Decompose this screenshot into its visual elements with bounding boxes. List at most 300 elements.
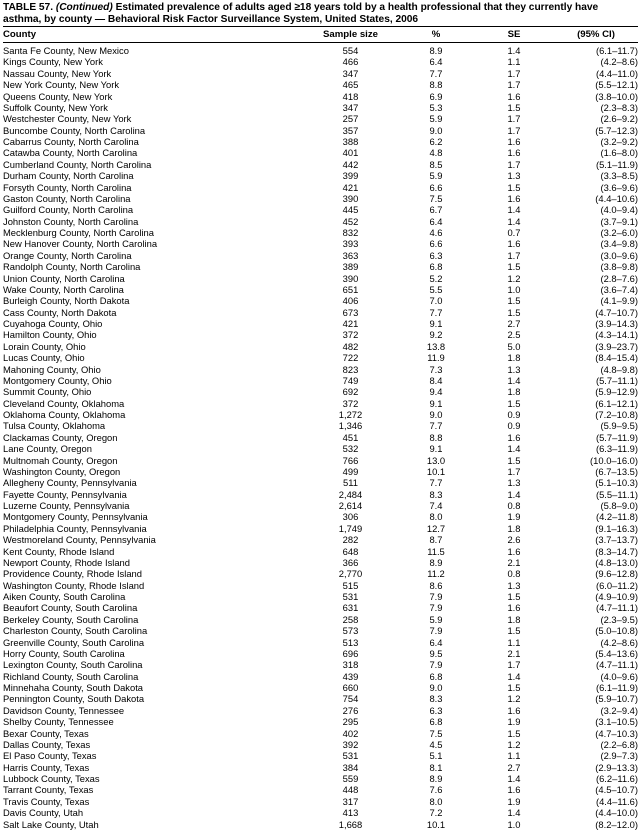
cell-county: Newport County, Rhode Island <box>3 556 130 568</box>
cell-percent: 6.3 <box>429 704 443 716</box>
cell-percent: 8.9 <box>429 556 443 568</box>
cell-percent: 9.1 <box>429 318 443 330</box>
table-row <box>3 693 638 704</box>
cell-confidence-interval: (2.3–8.3) <box>600 101 638 113</box>
table-row <box>3 762 638 773</box>
cell-county: Multnomah County, Oregon <box>3 454 118 466</box>
cell-sample-size: 499 <box>342 465 359 477</box>
cell-se: 1.7 <box>507 249 521 261</box>
cell-confidence-interval: (2.9–13.3) <box>595 761 638 773</box>
cell-percent: 8.0 <box>429 795 443 807</box>
cell-confidence-interval: (5.5–12.1) <box>595 79 638 91</box>
table-row <box>3 432 638 443</box>
cell-county: Salt Lake County, Utah <box>3 818 99 830</box>
table-row <box>3 489 638 500</box>
cell-confidence-interval: (9.6–12.8) <box>595 568 638 580</box>
cell-percent: 9.5 <box>429 647 443 659</box>
cell-percent: 7.9 <box>429 625 443 637</box>
cell-county: Mahoning County, Ohio <box>3 363 101 375</box>
table-row <box>3 364 638 375</box>
cell-sample-size: 366 <box>342 556 359 568</box>
cell-county: Cabarrus County, North Carolina <box>3 136 139 148</box>
cell-confidence-interval: (3.7–13.7) <box>595 534 638 546</box>
table-row <box>3 557 638 568</box>
cell-percent: 7.9 <box>429 591 443 603</box>
table-row <box>3 91 638 102</box>
cell-se: 1.6 <box>507 431 521 443</box>
cell-sample-size: 399 <box>342 170 359 182</box>
cell-county: Minnehaha County, South Dakota <box>3 682 144 694</box>
cell-se: 1.1 <box>507 56 521 68</box>
cell-confidence-interval: (4.4–11.6) <box>595 795 638 807</box>
table-row <box>3 580 638 591</box>
cell-se: 1.4 <box>507 773 521 785</box>
cell-percent: 6.8 <box>429 716 443 728</box>
header-row <box>3 27 638 42</box>
cell-sample-size: 439 <box>342 670 359 682</box>
cell-county: Davidson County, Tennessee <box>3 704 125 716</box>
table-row <box>3 182 638 193</box>
cell-confidence-interval: (7.2–10.8) <box>595 409 638 421</box>
cell-county: El Paso County, Texas <box>3 750 97 762</box>
table-row <box>3 659 638 670</box>
table-row <box>3 477 638 488</box>
cell-se: 1.1 <box>507 636 521 648</box>
cell-se: 1.4 <box>507 807 521 819</box>
cell-se: 1.4 <box>507 374 521 386</box>
cell-county: Providence County, Rhode Island <box>3 568 142 580</box>
cell-confidence-interval: (5.7–11.1) <box>595 374 638 386</box>
cell-county: Summit County, Ohio <box>3 386 92 398</box>
cell-percent: 7.9 <box>429 659 443 671</box>
cell-se: 1.3 <box>507 579 521 591</box>
cell-county: Oklahoma County, Oklahoma <box>3 409 126 421</box>
cell-percent: 6.4 <box>429 636 443 648</box>
cell-sample-size: 390 <box>342 192 359 204</box>
cell-sample-size: 515 <box>342 579 359 591</box>
cell-sample-size: 832 <box>342 227 359 239</box>
cell-county: Kent County, Rhode Island <box>3 545 115 557</box>
cell-county: Davis County, Utah <box>3 807 84 819</box>
cell-percent: 8.8 <box>429 431 443 443</box>
cell-se: 1.7 <box>507 659 521 671</box>
cell-percent: 5.2 <box>429 272 443 284</box>
cell-percent: 5.1 <box>429 750 443 762</box>
cell-county: Lane County, Oregon <box>3 443 92 455</box>
cell-confidence-interval: (8.4–15.4) <box>595 352 638 364</box>
cell-confidence-interval: (8.2–12.0) <box>595 818 638 830</box>
table-row <box>3 79 638 90</box>
cell-se: 1.7 <box>507 124 521 136</box>
table-row <box>3 409 638 420</box>
cell-sample-size: 421 <box>342 181 359 193</box>
cell-confidence-interval: (4.4–11.0) <box>595 67 638 79</box>
cell-se: 1.4 <box>507 215 521 227</box>
table-row <box>3 341 638 352</box>
table-row <box>3 159 638 170</box>
cell-confidence-interval: (2.2–6.8) <box>600 738 638 750</box>
table-row <box>3 511 638 522</box>
cell-percent: 9.0 <box>429 409 443 421</box>
cell-county: Guilford County, North Carolina <box>3 204 134 216</box>
cell-sample-size: 363 <box>342 249 359 261</box>
cell-se: 1.7 <box>507 465 521 477</box>
cell-sample-size: 554 <box>342 45 359 57</box>
cell-se: 1.8 <box>507 352 521 364</box>
cell-se: 1.4 <box>507 204 521 216</box>
column-header-se: SE <box>474 27 554 42</box>
cell-percent: 7.5 <box>429 192 443 204</box>
table-row <box>3 443 638 454</box>
cell-sample-size: 531 <box>342 591 359 603</box>
cell-se: 1.8 <box>507 386 521 398</box>
cell-sample-size: 823 <box>342 363 359 375</box>
cell-sample-size: 445 <box>342 204 359 216</box>
cell-county: Buncombe County, North Carolina <box>3 124 146 136</box>
cell-percent: 6.6 <box>429 238 443 250</box>
cell-sample-size: 421 <box>342 318 359 330</box>
cell-confidence-interval: (6.1–12.1) <box>595 397 638 409</box>
page-title <box>3 2 638 25</box>
cell-confidence-interval: (4.8–9.8) <box>600 363 638 375</box>
cell-sample-size: 282 <box>342 534 359 546</box>
cell-percent: 7.9 <box>429 602 443 614</box>
cell-percent: 10.1 <box>426 818 446 830</box>
cell-county: Lexington County, South Carolina <box>3 659 143 671</box>
cell-county: Westchester County, New York <box>3 113 132 125</box>
cell-sample-size: 357 <box>342 124 359 136</box>
cell-percent: 11.5 <box>427 545 445 557</box>
column-header-percent: % <box>398 27 474 42</box>
cell-confidence-interval: (5.0–10.8) <box>595 625 638 637</box>
cell-percent: 7.7 <box>429 67 443 79</box>
cell-confidence-interval: (4.9–10.9) <box>595 591 638 603</box>
cell-percent: 9.2 <box>429 329 443 341</box>
cell-percent: 6.2 <box>429 136 443 148</box>
cell-sample-size: 648 <box>342 545 359 557</box>
cell-confidence-interval: (2.9–7.3) <box>600 750 638 762</box>
cell-se: 1.6 <box>507 192 521 204</box>
cell-county: Charleston County, South Carolina <box>3 625 148 637</box>
cell-se: 1.5 <box>507 101 521 113</box>
table-row <box>3 56 638 67</box>
cell-county: Luzerne County, Pennsylvania <box>3 500 130 512</box>
cell-percent: 8.9 <box>429 45 443 57</box>
cell-confidence-interval: (4.4–10.6) <box>595 192 638 204</box>
cell-percent: 7.4 <box>429 500 443 512</box>
cell-percent: 5.9 <box>429 113 443 125</box>
cell-sample-size: 295 <box>342 716 359 728</box>
table-row <box>3 716 638 727</box>
cell-se: 1.8 <box>507 613 521 625</box>
cell-percent: 9.1 <box>429 443 443 455</box>
cell-sample-size: 1,346 <box>338 420 363 432</box>
asthma-prevalence-table <box>3 27 638 830</box>
table-row <box>3 147 638 158</box>
table-row <box>3 68 638 79</box>
cell-county: Washington County, Oregon <box>3 465 121 477</box>
table-row <box>3 523 638 534</box>
cell-county: Queens County, New York <box>3 90 113 102</box>
cell-sample-size: 390 <box>342 272 359 284</box>
cell-sample-size: 749 <box>342 374 359 386</box>
cell-sample-size: 406 <box>342 295 359 307</box>
cell-percent: 6.7 <box>429 204 443 216</box>
cell-sample-size: 766 <box>342 454 359 466</box>
table-row <box>3 295 638 306</box>
cell-confidence-interval: (3.2–9.4) <box>600 704 638 716</box>
table-row <box>3 625 638 636</box>
cell-se: 2.7 <box>507 761 521 773</box>
cell-confidence-interval: (6.2–11.6) <box>595 773 638 785</box>
cell-sample-size: 276 <box>342 704 359 716</box>
cell-county: Catawba County, North Carolina <box>3 147 138 159</box>
cell-county: Johnston County, North Carolina <box>3 215 139 227</box>
column-header-county: County <box>3 27 303 42</box>
cell-county: Harris County, Texas <box>3 761 90 773</box>
table-row <box>3 125 638 136</box>
cell-se: 1.5 <box>507 181 521 193</box>
cell-se: 1.5 <box>507 591 521 603</box>
table-row <box>3 591 638 602</box>
cell-se: 1.6 <box>507 238 521 250</box>
cell-confidence-interval: (4.5–10.7) <box>595 784 638 796</box>
cell-county: Tulsa County, Oklahoma <box>3 420 106 432</box>
cell-se: 2.1 <box>507 647 521 659</box>
cell-county: Hamilton County, Ohio <box>3 329 97 341</box>
cell-percent: 6.6 <box>429 181 443 193</box>
cell-confidence-interval: (5.9–12.9) <box>595 386 638 398</box>
cell-confidence-interval: (6.1–11.9) <box>595 682 638 694</box>
title-part-2: 18 years told by a health professional that they currently have asthma, by county — Behavioral Risk Factor Surveillance System, United States, 2006 <box>3 2 599 25</box>
table-row <box>3 193 638 204</box>
cell-county: Lubbock County, Texas <box>3 773 100 785</box>
cell-sample-size: 559 <box>342 773 359 785</box>
table-row <box>3 728 638 739</box>
table-row <box>3 466 638 477</box>
cell-se: 2.5 <box>507 329 521 341</box>
cell-sample-size: 696 <box>342 647 359 659</box>
cell-confidence-interval: (1.6–8.0) <box>600 147 638 159</box>
cell-confidence-interval: (3.7–9.1) <box>600 215 638 227</box>
cell-percent: 5.9 <box>429 170 443 182</box>
cell-confidence-interval: (2.8–7.6) <box>600 272 638 284</box>
cell-percent: 7.7 <box>429 477 443 489</box>
cell-confidence-interval: (4.2–8.6) <box>600 636 638 648</box>
cell-confidence-interval: (5.9–9.5) <box>600 420 638 432</box>
cell-county: Lorain County, Ohio <box>3 340 86 352</box>
cell-se: 1.4 <box>507 443 521 455</box>
continued-note: (Continued) <box>55 2 113 13</box>
cell-sample-size: 451 <box>342 431 359 443</box>
column-header-confidence-interval: (95% CI) <box>554 27 638 42</box>
cell-percent: 7.0 <box>429 295 443 307</box>
cell-percent: 6.8 <box>429 261 443 273</box>
table-row <box>3 43 638 57</box>
cell-percent: 7.3 <box>429 363 443 375</box>
cell-sample-size: 1,749 <box>338 522 363 534</box>
cell-se: 1.5 <box>507 682 521 694</box>
cell-se: 2.7 <box>507 318 521 330</box>
cell-sample-size: 531 <box>342 750 359 762</box>
cell-se: 1.3 <box>507 477 521 489</box>
cell-county: Santa Fe County, New Mexico <box>3 45 129 57</box>
cell-sample-size: 389 <box>342 261 359 273</box>
table-row <box>3 170 638 181</box>
cell-percent: 6.3 <box>429 249 443 261</box>
cell-se: 1.6 <box>507 784 521 796</box>
cell-county: Burleigh County, North Dakota <box>3 295 130 307</box>
cell-confidence-interval: (6.1–11.7) <box>595 45 638 57</box>
cell-se: 1.5 <box>507 397 521 409</box>
cell-sample-size: 402 <box>342 727 359 739</box>
cell-se: 1.6 <box>507 147 521 159</box>
cell-se: 1.5 <box>507 727 521 739</box>
cell-county: Tarrant County, Texas <box>3 784 94 796</box>
cell-percent: 5.9 <box>429 613 443 625</box>
cell-confidence-interval: (3.1–10.5) <box>595 716 638 728</box>
cell-percent: 7.6 <box>429 784 443 796</box>
cell-percent: 8.1 <box>429 761 443 773</box>
cell-confidence-interval: (5.1–11.9) <box>595 158 638 170</box>
table-body <box>3 43 638 830</box>
cell-percent: 8.3 <box>429 488 443 500</box>
cell-se: 1.6 <box>507 545 521 557</box>
cell-sample-size: 306 <box>342 511 359 523</box>
cell-percent: 12.7 <box>426 522 446 534</box>
cell-sample-size: 722 <box>342 352 359 364</box>
cell-confidence-interval: (6.7–13.5) <box>595 465 638 477</box>
table-row <box>3 284 638 295</box>
table-row <box>3 398 638 409</box>
cell-se: 1.6 <box>507 602 521 614</box>
cell-percent: 11.9 <box>427 352 445 364</box>
cell-percent: 6.4 <box>429 56 443 68</box>
cell-sample-size: 442 <box>342 158 359 170</box>
cell-percent: 8.3 <box>429 693 443 705</box>
table-row <box>3 648 638 659</box>
cell-sample-size: 317 <box>342 795 359 807</box>
cell-se: 1.8 <box>507 522 521 534</box>
cell-county: Orange County, North Carolina <box>3 249 132 261</box>
table-row <box>3 819 638 830</box>
cell-percent: 13.0 <box>426 454 446 466</box>
table-row <box>3 637 638 648</box>
cell-county: Montgomery County, Pennsylvania <box>3 511 148 523</box>
cell-percent: 6.4 <box>429 215 443 227</box>
cell-county: Philadelphia County, Pennsylvania <box>3 522 147 534</box>
cell-percent: 7.5 <box>429 727 443 739</box>
table-row <box>3 102 638 113</box>
cell-county: Kings County, New York <box>3 56 103 68</box>
cell-percent: 6.9 <box>429 90 443 102</box>
table-header <box>3 27 638 42</box>
cell-confidence-interval: (3.8–10.0) <box>595 90 638 102</box>
table-row <box>3 796 638 807</box>
cell-confidence-interval: (9.1–16.3) <box>595 522 638 534</box>
table-row <box>3 534 638 545</box>
cell-percent: 5.3 <box>429 101 443 113</box>
cell-sample-size: 392 <box>342 738 359 750</box>
cell-percent: 11.2 <box>427 568 445 580</box>
cell-se: 1.4 <box>507 45 521 57</box>
cell-county: Forsyth County, North Carolina <box>3 181 132 193</box>
cell-county: Wake County, North Carolina <box>3 283 124 295</box>
cell-percent: 4.5 <box>429 738 443 750</box>
cell-sample-size: 372 <box>342 397 359 409</box>
cell-county: Union County, North Carolina <box>3 272 125 284</box>
cell-percent: 8.7 <box>429 534 443 546</box>
cell-percent: 8.6 <box>429 579 443 591</box>
cell-county: Washington County, Rhode Island <box>3 579 145 591</box>
cell-confidence-interval: (4.7–10.3) <box>595 727 638 739</box>
cell-se: 0.8 <box>507 500 521 512</box>
cell-sample-size: 388 <box>342 136 359 148</box>
cell-confidence-interval: (3.3–8.5) <box>600 170 638 182</box>
table-row <box>3 216 638 227</box>
cell-county: Durham County, North Carolina <box>3 170 134 182</box>
cell-se: 1.9 <box>507 795 521 807</box>
cell-percent: 9.1 <box>429 397 443 409</box>
cell-confidence-interval: (3.8–9.8) <box>600 261 638 273</box>
cell-confidence-interval: (3.0–9.6) <box>600 249 638 261</box>
cell-se: 1.2 <box>507 738 521 750</box>
cell-se: 1.2 <box>507 693 521 705</box>
table-label: TABLE 57. <box>3 2 54 13</box>
cell-confidence-interval: (8.3–14.7) <box>595 545 638 557</box>
cell-se: 1.7 <box>507 79 521 91</box>
cell-se: 1.7 <box>507 113 521 125</box>
cell-se: 5.0 <box>507 340 521 352</box>
cell-county: Dallas County, Texas <box>3 738 91 750</box>
cell-county: Beaufort County, South Carolina <box>3 602 138 614</box>
cell-county: Horry County, South Carolina <box>3 647 125 659</box>
cell-se: 1.4 <box>507 488 521 500</box>
cell-sample-size: 448 <box>342 784 359 796</box>
cell-confidence-interval: (2.3–9.5) <box>600 613 638 625</box>
cell-confidence-interval: (5.8–9.0) <box>600 500 638 512</box>
cell-se: 1.9 <box>507 716 521 728</box>
cell-sample-size: 347 <box>342 101 359 113</box>
title-part-1: Estimated prevalence of adults aged <box>115 2 295 13</box>
cell-county: Gaston County, North Carolina <box>3 192 131 204</box>
cell-sample-size: 2,770 <box>338 568 363 580</box>
cell-sample-size: 452 <box>342 215 359 227</box>
cell-se: 1.5 <box>507 295 521 307</box>
cell-sample-size: 372 <box>342 329 359 341</box>
cell-confidence-interval: (5.5–11.1) <box>595 488 638 500</box>
cell-sample-size: 692 <box>342 386 359 398</box>
cell-confidence-interval: (10.0–16.0) <box>590 454 638 466</box>
cell-sample-size: 660 <box>342 682 359 694</box>
cell-se: 1.6 <box>507 704 521 716</box>
cell-sample-size: 1,668 <box>338 818 363 830</box>
cell-sample-size: 318 <box>342 659 359 671</box>
table-row <box>3 455 638 466</box>
cell-se: 1.9 <box>507 511 521 523</box>
cell-percent: 7.7 <box>429 420 443 432</box>
cell-se: 1.7 <box>507 67 521 79</box>
cell-county: Mecklenburg County, North Carolina <box>3 227 154 239</box>
cell-sample-size: 651 <box>342 283 359 295</box>
cell-percent: 5.5 <box>429 283 443 295</box>
column-header-sample-size: Sample size <box>303 27 398 42</box>
cell-se: 1.3 <box>507 363 521 375</box>
cell-sample-size: 401 <box>342 147 359 159</box>
cell-sample-size: 2,484 <box>338 488 363 500</box>
table-row <box>3 352 638 363</box>
table-row <box>3 420 638 431</box>
